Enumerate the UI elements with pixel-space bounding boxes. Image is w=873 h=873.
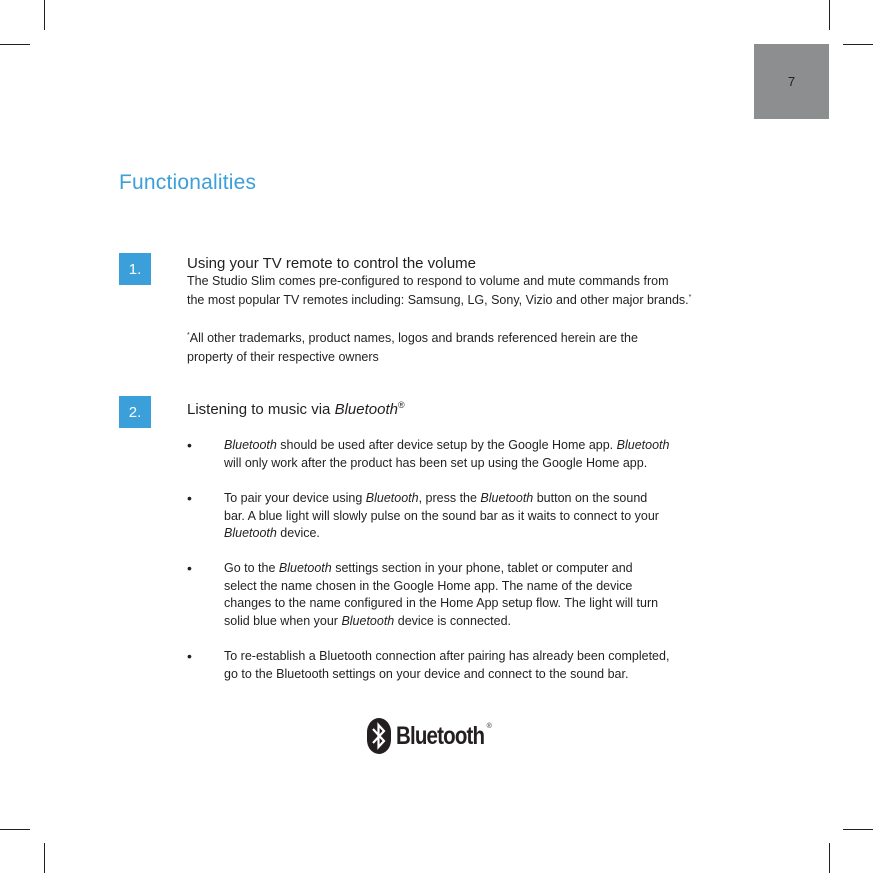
section-number: 1. (128, 260, 142, 278)
bullet-text-part: go to the Bluetooth settings on your device and connect to the sound bar. (224, 666, 629, 681)
bullet-item (224, 437, 764, 472)
footnote-line: property of their respective owners (187, 350, 379, 364)
bullet-text-part: To re-establish a Bluetooth connection after pairing has already been completed, (224, 649, 670, 663)
bullet-item (224, 648, 764, 683)
paragraph-line: the most popular TV remotes including: Samsung, LG, Sony, Vizio and other major brands. (187, 293, 689, 307)
italic-term: Bluetooth (224, 438, 277, 452)
italic-term: Bluetooth (278, 561, 332, 575)
crop-mark (843, 829, 873, 830)
bullet-text-part: Go to the (224, 561, 279, 575)
page-number-tab (754, 44, 829, 119)
registered-mark: ® (397, 400, 405, 410)
bullet-text-part: will only work after the product has been set up using the Google Home app. (224, 455, 648, 470)
section-1-number-badge (119, 253, 151, 285)
italic-term: Bluetooth (341, 613, 395, 628)
section-number: 2. (128, 403, 142, 421)
crop-mark (829, 0, 830, 30)
bullet-text-part: should be used after device setup by the Google Home app. (276, 438, 617, 452)
bullet-text-part: button on the sound (533, 491, 648, 505)
footnote-mark: * (187, 331, 190, 339)
bullet-item (224, 560, 764, 630)
bullet-dot-icon: • (187, 437, 192, 453)
bullet-dot-icon: • (187, 490, 192, 506)
bluetooth-logo (367, 718, 514, 754)
bullet-dot-icon: • (187, 560, 192, 576)
heading-italic: Bluetooth (334, 401, 398, 418)
crop-mark (0, 829, 30, 830)
bullet-text-part: device is connected. (394, 613, 512, 628)
footnote-line: All other trademarks, product names, logos and brands referenced herein are the (189, 331, 638, 345)
bullet-text-part: bar. A blue light will slowly pulse on the sound bar as it waits to connect to your (224, 508, 659, 523)
bullet-text-part: device. (276, 526, 320, 540)
bullet-text-part: To pair your device using (224, 491, 366, 505)
italic-term: Bluetooth (616, 438, 670, 452)
bullet-text-part: settings section in your phone, tablet or computer and (331, 561, 633, 575)
bluetooth-wordmark: Bluetooth (396, 721, 485, 750)
section-2-heading (187, 401, 405, 418)
registered-mark: ® (486, 722, 492, 730)
italic-term: Bluetooth (480, 491, 534, 505)
heading-text: Listening to music via (187, 401, 335, 418)
section-1-footnote (187, 329, 638, 367)
bullet-text-part: solid blue when your (224, 613, 342, 628)
page-title: Functionalities (119, 171, 257, 194)
crop-mark (44, 0, 45, 30)
bullet-dot-icon: • (187, 648, 192, 664)
crop-mark (843, 44, 873, 45)
page-number: 7 (787, 74, 796, 89)
section-2-number-badge (119, 396, 151, 428)
paragraph-line: The Studio Slim comes pre-configured to respond to volume and mute commands from (187, 274, 669, 288)
italic-term: Bluetooth (224, 526, 277, 540)
bullet-item (224, 490, 764, 543)
section-1-heading: Using your TV remote to control the volume (187, 255, 477, 272)
asterisk-mark: * (688, 293, 692, 301)
bluetooth-rune-icon (367, 718, 391, 754)
italic-term: Bluetooth (365, 491, 419, 505)
bullet-text-part: changes to the name configured in the Home App setup flow. The light will turn (224, 596, 659, 610)
bullet-text-part: select the name chosen in the Google Home app. The name of the device (224, 578, 633, 593)
crop-mark (44, 843, 45, 873)
bullet-text-part: , press the (418, 491, 481, 505)
crop-mark (829, 843, 830, 873)
crop-mark (0, 44, 30, 45)
section-1-paragraph (187, 272, 691, 310)
